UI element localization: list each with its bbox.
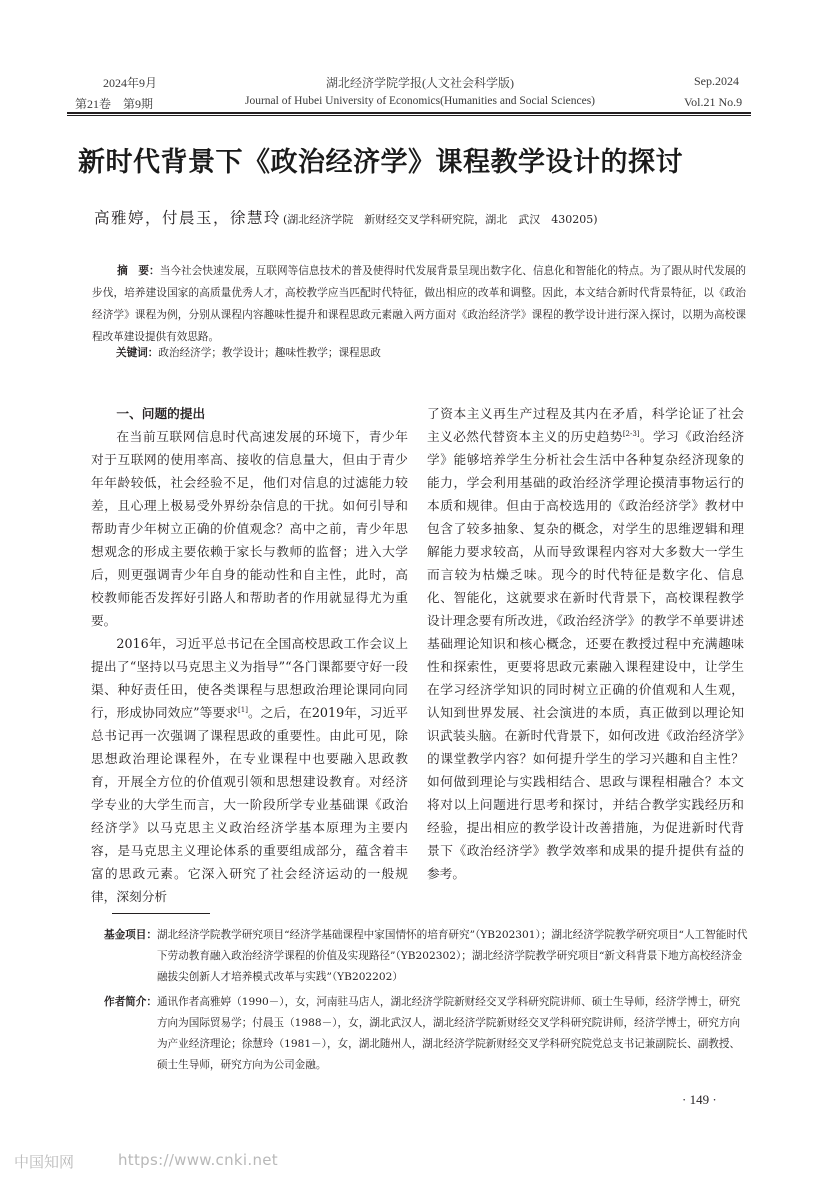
- fund-label: 基金项目：: [104, 929, 157, 941]
- body-right-column: [427, 402, 744, 885]
- header-date-en: Sep.2024: [694, 74, 739, 88]
- paragraph-text: 2016年，习近平总书记在全国高校思政工作会议上提出了“坚持以马克思主义为指导”“各门课都要守好一段渠、种好责任田，使各类课程与思想政治理论课同向同行，形成协同效应”等要求: [91, 636, 408, 720]
- cnki-logo: 中国知网: [14, 1153, 75, 1171]
- fund-text: 湖北经济学院教学研究项目“经济学基础课程中家国情怀的培育研究”（YB202301）；湖北经济学院教学研究项目“人工智能时代下劳动教育融入政治经济学课程的价值及实现路径”（YB202302）；湖北经济学院教学研究项目“新文科背景下地方高校经济金融拔尖创新人才培养模式改革与实践”（YB202202）: [156, 929, 748, 983]
- header-rule: [67, 112, 751, 114]
- footnote-rule: [112, 913, 210, 914]
- abstract-text: 当今社会快速发展，互联网等信息技术的普及使得时代发展背景呈现出数字化、信息化和智能化的特点。为了跟从时代发展的步伐，培养建设国家的高质量优秀人才，高校教学应当匹配时代特征，做出相应的改革和调整。因此，本文结合新时代背景特征，以《政治经济学》课程为例，分别从课程内容趣味性提升和课程思政元素融入两方面对《政治经济学》课程的教学设计进行深入探讨，以期为高校课程改革建设提供有效思路。: [92, 265, 747, 343]
- page-number: · 149 ·: [682, 1092, 717, 1107]
- author-names: 高雅婷，付晨玉，徐慧玲: [94, 209, 282, 227]
- section-heading: 一、问题的提出: [116, 406, 206, 421]
- paragraph-text: 。学习《政治经济学》能够培养学生分析社会生活中各种复杂经济现象的能力，学会利用基础的政治经济学理论摸清事物运行的本质和规律。但由于高校选用的《政治经济学》教材中包含了较多抽象、复杂的概念，对学生的思维逻辑和理解能力要求较高，从而导致课程内容对大多数大一学生而言较为枯燥乏味。现今的时代特征是数字化、信息化、智能化，这就要求在新时代背景下，高校课程教学设计理念要有所改进，《政治经济学》的教学不单要讲述基础理论知识和核心概念，还要在教授过程中充满趣味性和探索性，更要将思政元素融入课程建设中，让学生在学习经济学知识的同时树立正确的价值观和人生观，认知到世界发展、社会演进的本质，真正做到以理论知识武装头脑。在新时代背景下，如何改进《政治经济学》的课堂教学内容？如何提升学生的学习兴趣和自主性？如何做到理论与实践相结合、思政与课程相融合？本文将对以上问题进行思考和探讨，并结合教学实践经历和经验，提出相应的教学设计改善措施，为促进新时代背景下《政治经济学》教学效率和成果的提升提供有益的参考。: [427, 429, 745, 881]
- body-paragraph: [91, 632, 408, 908]
- fund-note: [104, 925, 750, 988]
- header-rule-thin: [67, 115, 751, 116]
- header-volume-en: Vol.21 No.9: [684, 95, 743, 109]
- author-bio-note: [104, 992, 750, 1076]
- cnki-url[interactable]: https://www.cnki.net: [118, 1151, 278, 1169]
- header-date: 2024年9月: [103, 76, 158, 90]
- author-bio-label: 作者简介：: [104, 996, 157, 1008]
- keywords-text: 政治经济学；教学设计；趣味性教学；课程思政: [158, 347, 381, 359]
- body-paragraph: [427, 402, 744, 885]
- paragraph-text: 了资本主义再生产过程及其内在矛盾，科学论证了社会主义必然代替资本主义的历史趋势: [427, 406, 744, 444]
- paragraph-text: 。之后，在2019年，习近平总书记再一次强调了课程思政的重要性。由此可见，除思想政治理论课程外，在专业课程中也要融入思政教育，开展全方位的价值观引领和思想建设教育。对经济学专业的大学生而言，大一阶段所学专业基础课《政治经济学》以马克思主义政治经济学基本原理为主要内容，是马克思主义理论体系的重要组成部分，蕴含着丰富的思政元素。它深入研究了社会经济运动的一般规律，深刻分析: [91, 705, 408, 904]
- citation-ref: [1]: [238, 705, 248, 714]
- citation-ref: [2-3]: [622, 429, 640, 438]
- body-paragraph: 在当前互联网信息时代高速发展的环境下，青少年对于互联网的使用率高、接收的信息量大，但由于青少年年龄较低，社会经验不足，他们对信息的过滤能力较差，且心理上极易受外界纷杂信息的干扰。如何引导和帮助青少年树立正确的价值观念？高中之前，青少年思想观念的形成主要依赖于家长与教师的监督；进入大学后，则更强调青少年自身的能动性和自主性，此时，高校教师能否发挥好引路人和帮助者的作用就显得尤为重要。: [91, 429, 408, 628]
- keywords-label: 关键词：: [116, 347, 159, 359]
- journal-name-en: Journal of Hubei University of Economics(Humanities and Social Sciences): [244, 95, 596, 107]
- article-title: 新时代背景下《政治经济学》课程教学设计的探讨: [78, 147, 683, 178]
- author-affiliation: (湖北经济学院 新财经交叉学科研究院，湖北 武汉 430205): [283, 213, 598, 226]
- author-line: [94, 206, 598, 228]
- body-left-column: [91, 402, 408, 908]
- journal-name-cn: 湖北经济学院学报(人文社会科学版): [326, 76, 514, 90]
- keywords: [116, 345, 381, 360]
- abstract: [92, 260, 746, 348]
- header-issue: 第21卷 第9期: [75, 97, 154, 111]
- abstract-label: 摘 要：: [117, 265, 160, 277]
- author-bio-text: 通讯作者高雅婷（1990－），女，河南驻马店人，湖北经济学院新财经交叉学科研究院讲师、硕士生导师，经济学博士，研究方向为国际贸易学；付晨玉（1988－），女，湖北武汉人，湖北经济学院新财经交叉学科研究院讲师，经济学博士，研究方向为产业经济理论；徐慧玲（1981－），女，湖北随州人，湖北经济学院新财经交叉学科研究院党总支书记兼副院长、副教授、硕士生导师，研究方向为公司金融。: [156, 996, 741, 1071]
